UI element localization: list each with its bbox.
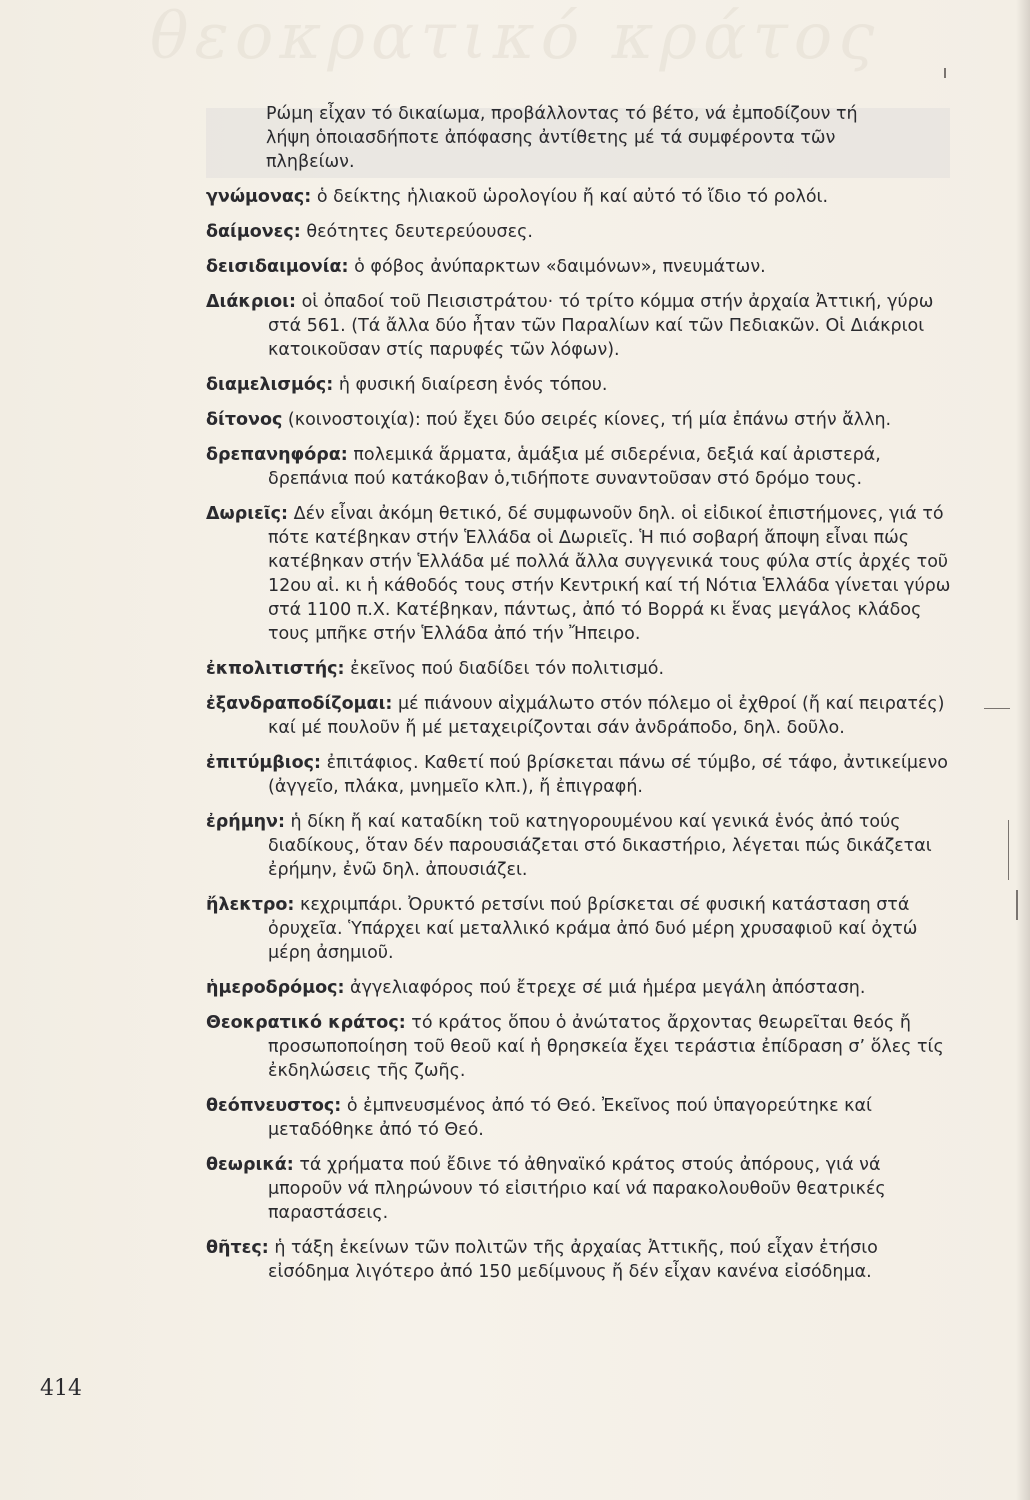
entry-term: ἐκπολιτιστής: bbox=[206, 659, 345, 679]
page-edge-shadow bbox=[1016, 0, 1030, 1500]
glossary-entry bbox=[206, 443, 954, 491]
glossary-entry bbox=[206, 810, 954, 882]
glossary-entry bbox=[206, 373, 954, 397]
entry-definition: ὁ ἐμπνευσμένος ἀπό τό Θεό. Ἐκεῖνος πού ὑπαγορεύτηκε καί μεταδόθηκε ἀπό τό Θεό. bbox=[268, 1096, 872, 1140]
glossary-entry bbox=[206, 751, 954, 799]
entry-term: θεόπνευστος: bbox=[206, 1096, 342, 1116]
glossary-entry bbox=[206, 408, 954, 432]
glossary-text bbox=[206, 102, 954, 1295]
entry-term: ἐρήμην: bbox=[206, 812, 285, 832]
continuation-line: λήψη ὁποιασδήποτε ἀπόφασης ἀντίθετης μέ τά συμφέροντα τῶν bbox=[266, 128, 836, 148]
entry-term: θῆτες: bbox=[206, 1238, 269, 1258]
glossary-entry bbox=[206, 657, 954, 681]
continuation-paragraph bbox=[206, 102, 954, 174]
entry-term: δαίμονες: bbox=[206, 222, 301, 242]
entry-definition: οἱ ὀπαδοί τοῦ Πεισιστράτου· τό τρίτο κόμμα στήν ἀρχαία Ἀττική, γύρω στά 561. (Τά ἄλλα δύο ἦταν τῶν Παραλίων καί τῶν Πεδιακῶν. Οἱ Διάκριοι κατοικοῦσαν στίς παρυφές τῶν λόφων). bbox=[268, 292, 934, 360]
show-through-text: θεοκρατικό κράτος bbox=[150, 0, 881, 74]
glossary-entry bbox=[206, 502, 954, 646]
entry-definition: ὁ δείκτης ἡλιακοῦ ὡρολογίου ἤ καί αὐτό τό ἴδιο τό ρολόι. bbox=[311, 187, 829, 207]
glossary-entry bbox=[206, 692, 954, 740]
entry-term: δεισιδαιμονία: bbox=[206, 257, 349, 277]
entry-definition: ὁ φόβος ἀνύπαρκτων «δαιμόνων», πνευμάτων. bbox=[348, 257, 766, 277]
entry-definition: ἡ τάξη ἐκείνων τῶν πολιτῶν τῆς ἀρχαίας Ἀττικῆς, πού εἶχαν ἐτήσιο εἰσόδημα λιγότερο ἀπό 150 μεδίμνους ἤ δέν εἶχαν κανένα εἰσόδημα. bbox=[268, 1238, 878, 1282]
entry-definition: ἡ φυσική διαίρεση ἑνός τόπου. bbox=[333, 375, 608, 395]
margin-mark bbox=[984, 708, 1010, 709]
entry-definition: τό κράτος ὅπου ὁ ἀνώτατος ἄρχοντας θεωρεῖται θεός ἤ προσωποποίηση τοῦ θεοῦ καί ἡ θρησκεία ἔχει τεράστια ἐπίδραση σ’ ὅλες τίς ἐκδηλώσεις τῆς ζωῆς. bbox=[268, 1013, 944, 1081]
entry-term: ἐξανδραποδίζομαι: bbox=[206, 694, 393, 714]
margin-mark bbox=[1008, 820, 1009, 880]
glossary-entry bbox=[206, 185, 954, 209]
page-number: 414 bbox=[40, 1376, 82, 1401]
entry-definition: πολεμικά ἅρματα, ἁμάξια μέ σιδερένια, δεξιά καί ἀριστερά, δρεπάνια πού κατάκοβαν ὁ,τιδήποτε συναντοῦσαν στό δρόμο τους. bbox=[268, 445, 881, 489]
entry-definition: τά χρήματα πού ἔδινε τό ἀθηναϊκό κράτος στούς ἀπόρους, γιά νά μποροῦν νά πληρώνουν τό εἰσιτήριο καί νά παρακολουθοῦν θεατρικές παραστάσεις. bbox=[268, 1155, 886, 1223]
entry-term: Διάκριοι: bbox=[206, 292, 297, 312]
entry-term: ἤλεκτρο: bbox=[206, 895, 295, 915]
glossary-entry bbox=[206, 255, 954, 279]
glossary-entry bbox=[206, 290, 954, 362]
entry-term: θεωρικά: bbox=[206, 1155, 294, 1175]
margin-mark bbox=[944, 68, 946, 78]
entry-definition: θεότητες δευτερεύουσες. bbox=[300, 222, 533, 242]
entry-term: ἡμεροδρόμος: bbox=[206, 978, 345, 998]
continuation-line: Ρώμη εἶχαν τό δικαίωμα, προβάλλοντας τό βέτο, νά ἐμποδίζουν τή bbox=[266, 104, 858, 124]
entry-term: ἐπιτύμβιος: bbox=[206, 753, 322, 773]
margin-mark bbox=[1016, 890, 1018, 920]
entry-definition: ἀγγελιαφόρος πού ἔτρεχε σέ μιά ἡμέρα μεγάλη ἀπόσταση. bbox=[344, 978, 866, 998]
continuation-line: πληβείων. bbox=[266, 152, 355, 172]
glossary-entry bbox=[206, 1236, 954, 1284]
entry-term: γνώμονας: bbox=[206, 187, 312, 207]
entry-definition: (κοινοστοιχία): πού ἔχει δύο σειρές κίονες, τή μία ἐπάνω στήν ἄλλη. bbox=[282, 410, 892, 430]
entry-definition: ἐπιτάφιος. Καθετί πού βρίσκεται πάνω σέ τύμβο, σέ τάφο, ἀντικείμενο (ἀγγεῖο, πλάκα, μνημεῖο κλπ.), ἤ ἐπιγραφή. bbox=[268, 753, 948, 797]
glossary-entry bbox=[206, 1094, 954, 1142]
glossary-entry bbox=[206, 893, 954, 965]
entry-definition: κεχριμπάρι. Ὀρυκτό ρετσίνι πού βρίσκεται σέ φυσική κατάσταση στά ὀρυχεῖα. Ὑπάρχει καί μεταλλικό κράμα ἀπό δυό μέρη χρυσαφιοῦ καί ὀχτώ μέρη ἀσημιοῦ. bbox=[268, 895, 918, 963]
entry-term: Θεοκρατικό κράτος: bbox=[206, 1013, 406, 1033]
glossary-entry bbox=[206, 1153, 954, 1225]
entry-definition: ἡ δίκη ἤ καί καταδίκη τοῦ κατηγορουμένου καί γενικά ἑνός ἀπό τούς διαδίκους, ὅταν δέν παρουσιάζεται στό δικαστήριο, λέγεται πώς δικάζεται ἐρήμην, ἐνῶ δηλ. ἀπουσιάζει. bbox=[268, 812, 932, 880]
entry-definition: ἐκεῖνος πού διαδίδει τόν πολιτισμό. bbox=[344, 659, 665, 679]
entry-term: δρεπανηφόρα: bbox=[206, 445, 348, 465]
entry-definition: μέ πιάνουν αἰχμάλωτο στόν πόλεμο οἱ ἐχθροί (ἤ καί πειρατές) καί μέ πουλοῦν ἤ μέ μεταχειρίζονται σάν ἀνδράποδο, δηλ. δοῦλο. bbox=[268, 694, 945, 738]
glossary-entry bbox=[206, 1011, 954, 1083]
entry-term: δίτονος bbox=[206, 410, 283, 430]
entry-term: Δωριεῖς: bbox=[206, 504, 289, 524]
glossary-entry bbox=[206, 220, 954, 244]
entry-term: διαμελισμός: bbox=[206, 375, 334, 395]
entry-definition: Δέν εἶναι ἀκόμη θετικό, δέ συμφωνοῦν δηλ. οἱ εἰδικοί ἐπιστήμονες, γιά τό πότε κατέβηκαν στήν Ἑλλάδα οἱ Δωριεῖς. Ἡ πιό σοβαρή ἄποψη εἶναι πώς κατέβηκαν στήν Ἑλλάδα μέ πολλά ἄλλα συγγενικά τους φύλα στίς ἀρχές τοῦ 12ου αἰ. κι ἡ κάθοδός τους στήν Κεντρική καί τή Νότια Ἑλλάδα γίνεται γύρω στά 1100 π.Χ. Κατέβηκαν, πάντως, ἀπό τό Βορρά κι ἕνας μεγάλος κλάδος τους μπῆκε στήν Ἑλλάδα ἀπό τήν Ἤπειρο. bbox=[268, 504, 951, 644]
glossary-entry bbox=[206, 976, 954, 1000]
